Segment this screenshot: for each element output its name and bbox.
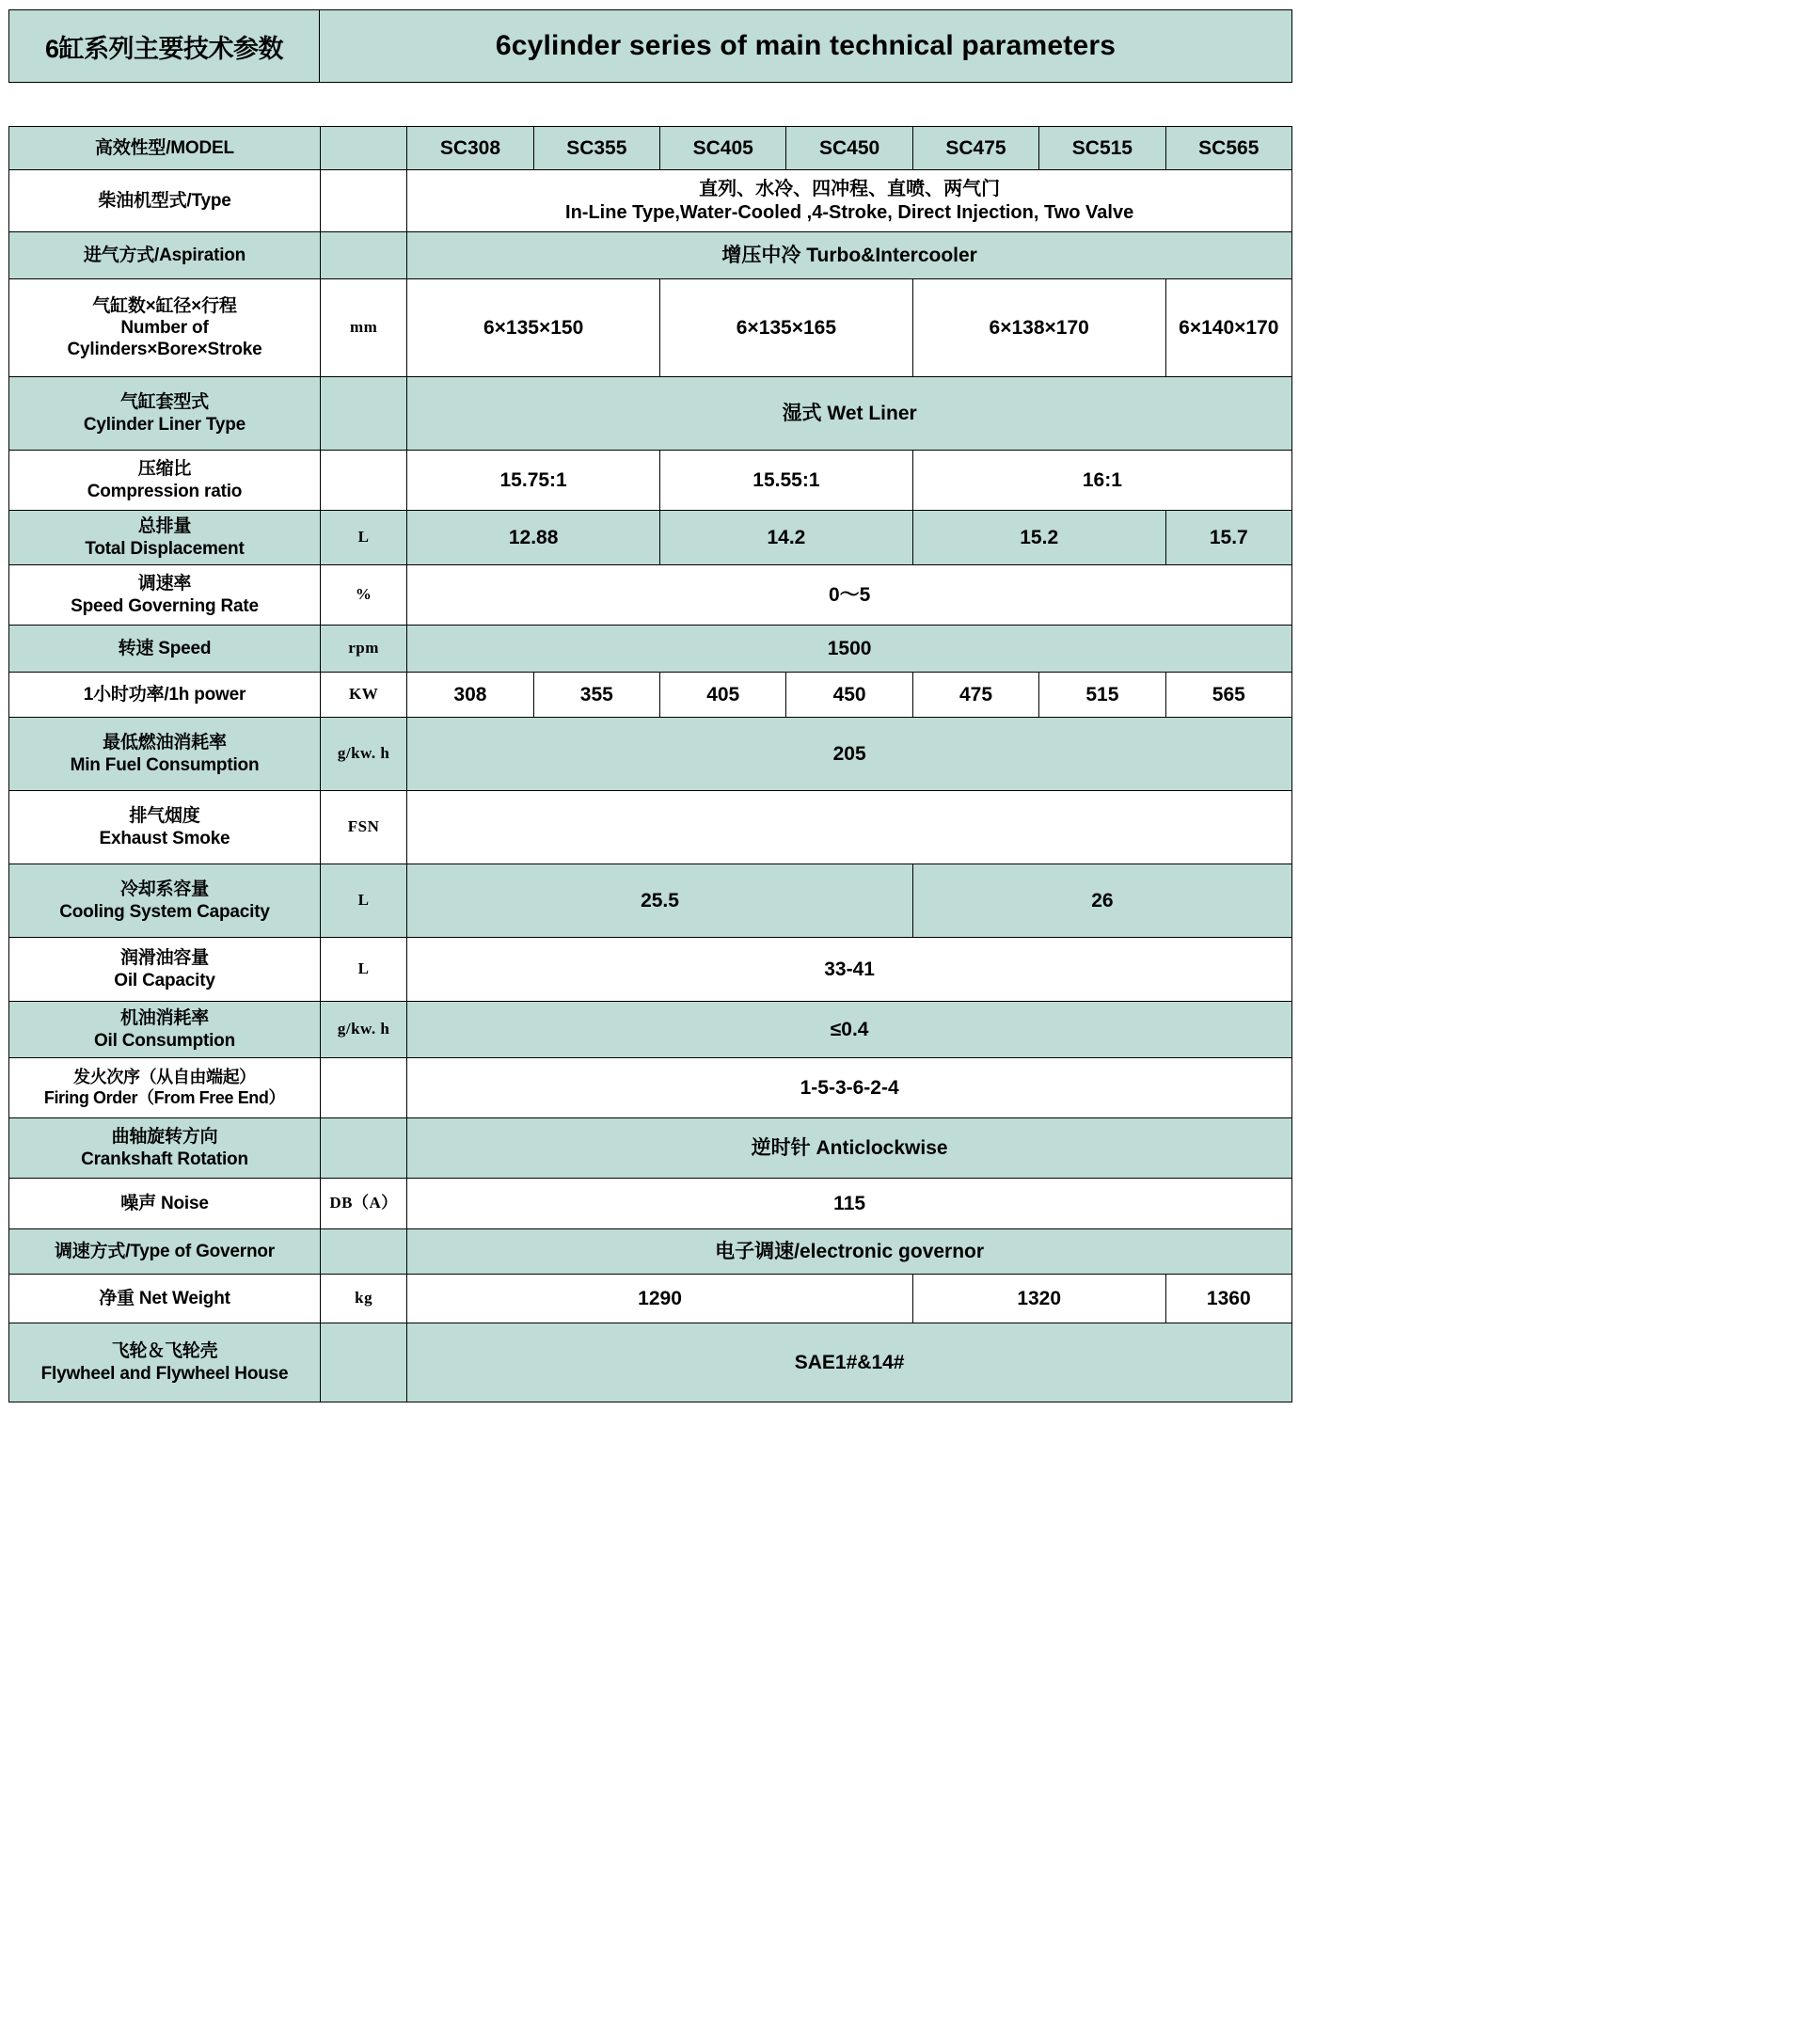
value-type-cn: 直列、水冷、四冲程、直喷、两气门 — [699, 179, 1001, 200]
model-header-sc450: SC450 — [786, 127, 912, 170]
value-displacement-4: 15.7 — [1165, 511, 1291, 565]
row-label-compression-ratio-cn: 压缩比 — [137, 459, 192, 480]
unit-cell-noise: DB（A） — [320, 1179, 406, 1229]
row-label-oil-consumption-cn: 机油消耗率 — [119, 1008, 209, 1029]
unit-cell-net-weight: kg — [320, 1275, 406, 1323]
value-aspiration: 增压中冷 Turbo&Intercooler — [407, 232, 1292, 279]
unit-cell-cooling-capacity: L — [320, 864, 406, 938]
row-label-bore-stroke — [9, 279, 321, 377]
row-label-governor-type: 调速方式/Type of Governor — [9, 1229, 321, 1275]
value-net-weight-2: 1320 — [912, 1275, 1165, 1323]
value-displacement-1: 12.88 — [407, 511, 660, 565]
row-label-cooling-capacity-cn: 冷却系容量 — [119, 879, 209, 900]
title-spacer — [0, 83, 1317, 126]
model-header-sc355: SC355 — [533, 127, 659, 170]
table-row-speed — [9, 626, 1292, 673]
value-power-sc450: 450 — [786, 673, 912, 718]
unit-cell-oil-capacity: L — [320, 938, 406, 1002]
value-governor-type: 电子调速/electronic governor — [407, 1229, 1292, 1275]
row-label-flywheel-en: Flywheel and Flywheel House — [40, 1363, 289, 1384]
row-label-firing-order-en: Firing Order（From Free End） — [43, 1087, 286, 1107]
row-label-exhaust-smoke-cn: 排气烟度 — [129, 806, 200, 827]
table-row-fuel-consumption — [9, 718, 1292, 791]
table-row-aspiration — [9, 232, 1292, 279]
table-row-displacement — [9, 511, 1292, 565]
table-row-oil-capacity — [9, 938, 1292, 1002]
row-label-governing-rate-en: Speed Governing Rate — [71, 595, 259, 616]
specifications-table — [8, 126, 1292, 1402]
unit-cell-bore-stroke: mm — [320, 279, 406, 377]
title-chinese: 6缸系列主要技术参数 — [9, 10, 320, 82]
row-label-type: 柴油机型式/Type — [9, 170, 321, 232]
row-label-model: 高效性型/MODEL — [9, 127, 321, 170]
unit-cell-type — [320, 170, 406, 232]
model-header-sc405: SC405 — [660, 127, 786, 170]
value-power-sc515: 515 — [1039, 673, 1165, 718]
row-label-compression-ratio-en: Compression ratio — [87, 481, 243, 501]
row-label-fuel-consumption-cn: 最低燃油消耗率 — [103, 733, 227, 753]
spec-sheet — [0, 9, 1317, 2044]
value-power-sc405: 405 — [660, 673, 786, 718]
model-header-sc565: SC565 — [1165, 127, 1291, 170]
value-fuel-consumption: 205 — [407, 718, 1292, 791]
value-cooling-capacity-1: 25.5 — [407, 864, 913, 938]
row-label-governing-rate — [9, 565, 321, 626]
table-row-exhaust-smoke — [9, 791, 1292, 864]
value-bore-stroke-3: 6×138×170 — [912, 279, 1165, 377]
unit-cell-firing-order — [320, 1058, 406, 1118]
value-crankshaft-rotation: 逆时针 Anticlockwise — [407, 1118, 1292, 1179]
value-bore-stroke-2: 6×135×165 — [660, 279, 913, 377]
table-row-model-header — [9, 127, 1292, 170]
unit-cell-governing-rate: % — [320, 565, 406, 626]
table-row-liner-type — [9, 377, 1292, 451]
model-header-sc308: SC308 — [407, 127, 533, 170]
unit-cell-exhaust-smoke: FSN — [320, 791, 406, 864]
row-label-power: 1小时功率/1h power — [9, 673, 321, 718]
row-label-governing-rate-cn: 调速率 — [137, 574, 192, 594]
unit-cell-aspiration — [320, 232, 406, 279]
table-row-type — [9, 170, 1292, 232]
table-row-bore-stroke — [9, 279, 1292, 377]
row-label-net-weight: 净重 Net Weight — [9, 1275, 321, 1323]
row-label-oil-capacity — [9, 938, 321, 1002]
table-row-compression-ratio — [9, 451, 1292, 511]
value-power-sc355: 355 — [533, 673, 659, 718]
unit-cell-liner-type — [320, 377, 406, 451]
row-label-fuel-consumption — [9, 718, 321, 791]
table-row-crankshaft-rotation — [9, 1118, 1292, 1179]
row-label-displacement-en: Total Displacement — [85, 538, 245, 559]
value-oil-capacity: 33-41 — [407, 938, 1292, 1002]
row-label-flywheel-cn: 飞轮＆飞轮壳 — [111, 1341, 218, 1362]
value-power-sc565: 565 — [1165, 673, 1291, 718]
row-label-fuel-consumption-en: Min Fuel Consumption — [70, 754, 260, 775]
value-cooling-capacity-2: 26 — [912, 864, 1291, 938]
value-type — [407, 170, 1292, 232]
value-power-sc308: 308 — [407, 673, 533, 718]
row-label-oil-consumption-en: Oil Consumption — [93, 1030, 235, 1051]
table-row-flywheel — [9, 1323, 1292, 1402]
value-compression-ratio-1: 15.75:1 — [407, 451, 660, 511]
value-power-sc475: 475 — [912, 673, 1038, 718]
row-label-oil-consumption — [9, 1002, 321, 1058]
value-governing-rate: 0～5 — [407, 565, 1292, 626]
table-row-governor-type — [9, 1229, 1292, 1275]
unit-cell-flywheel — [320, 1323, 406, 1402]
unit-cell-governor-type — [320, 1229, 406, 1275]
row-label-exhaust-smoke — [9, 791, 321, 864]
value-noise: 115 — [407, 1179, 1292, 1229]
row-label-aspiration: 进气方式/Aspiration — [9, 232, 321, 279]
value-flywheel: SAE1#&14# — [407, 1323, 1292, 1402]
value-compression-ratio-2: 15.55:1 — [660, 451, 913, 511]
row-label-bore-stroke-en2: Cylinders×Bore×Stroke — [67, 340, 262, 360]
row-label-exhaust-smoke-en: Exhaust Smoke — [99, 828, 230, 848]
row-label-cooling-capacity — [9, 864, 321, 938]
unit-cell-crankshaft-rotation — [320, 1118, 406, 1179]
value-displacement-2: 14.2 — [660, 511, 913, 565]
value-exhaust-smoke — [407, 791, 1292, 864]
row-label-displacement-cn: 总排量 — [137, 516, 192, 537]
unit-cell-power: KW — [320, 673, 406, 718]
table-row-oil-consumption — [9, 1002, 1292, 1058]
table-row-governing-rate — [9, 565, 1292, 626]
row-label-noise: 噪声 Noise — [9, 1179, 321, 1229]
row-label-liner-type — [9, 377, 321, 451]
row-label-liner-type-cn: 气缸套型式 — [119, 392, 209, 413]
table-row-power — [9, 673, 1292, 718]
unit-cell-compression-ratio — [320, 451, 406, 511]
table-row-net-weight — [9, 1275, 1292, 1323]
row-label-displacement — [9, 511, 321, 565]
row-label-flywheel — [9, 1323, 321, 1402]
title-band — [8, 9, 1292, 83]
table-row-noise — [9, 1179, 1292, 1229]
row-label-cooling-capacity-en: Cooling System Capacity — [59, 901, 270, 922]
unit-cell-oil-consumption: g/kw. h — [320, 1002, 406, 1058]
unit-cell-displacement: L — [320, 511, 406, 565]
value-liner-type: 湿式 Wet Liner — [407, 377, 1292, 451]
value-bore-stroke-1: 6×135×150 — [407, 279, 660, 377]
value-firing-order: 1-5-3-6-2-4 — [407, 1058, 1292, 1118]
row-label-firing-order — [9, 1058, 321, 1118]
unit-cell-speed: rpm — [320, 626, 406, 673]
model-header-sc515: SC515 — [1039, 127, 1165, 170]
row-label-crankshaft-rotation — [9, 1118, 321, 1179]
value-speed: 1500 — [407, 626, 1292, 673]
unit-cell-fuel-consumption: g/kw. h — [320, 718, 406, 791]
value-net-weight-3: 1360 — [1165, 1275, 1291, 1323]
row-label-liner-type-en: Cylinder Liner Type — [83, 414, 246, 435]
value-bore-stroke-4: 6×140×170 — [1165, 279, 1291, 377]
row-label-oil-capacity-cn: 润滑油容量 — [119, 948, 209, 969]
table-row-cooling-capacity — [9, 864, 1292, 938]
table-row-firing-order — [9, 1058, 1292, 1118]
value-compression-ratio-3: 16:1 — [912, 451, 1291, 511]
row-label-speed: 转速 Speed — [9, 626, 321, 673]
value-type-en: In-Line Type,Water-Cooled ,4-Stroke, Direct Injection, Two Valve — [565, 201, 1134, 223]
row-label-bore-stroke-cn: 气缸数×缸径×行程 — [92, 295, 237, 316]
unit-cell-model — [320, 127, 406, 170]
value-net-weight-1: 1290 — [407, 1275, 913, 1323]
row-label-oil-capacity-en: Oil Capacity — [114, 970, 215, 990]
value-oil-consumption: ≤0.4 — [407, 1002, 1292, 1058]
row-label-compression-ratio — [9, 451, 321, 511]
row-label-firing-order-cn: 发火次序（从自由端起） — [73, 1067, 256, 1086]
row-label-crankshaft-rotation-cn: 曲轴旋转方向 — [111, 1127, 218, 1148]
model-header-sc475: SC475 — [912, 127, 1038, 170]
title-english: 6cylinder series of main technical parameters — [495, 30, 1117, 61]
row-label-bore-stroke-en1: Number of — [120, 317, 209, 338]
row-label-crankshaft-rotation-en: Crankshaft Rotation — [81, 1149, 248, 1169]
value-displacement-3: 15.2 — [912, 511, 1165, 565]
